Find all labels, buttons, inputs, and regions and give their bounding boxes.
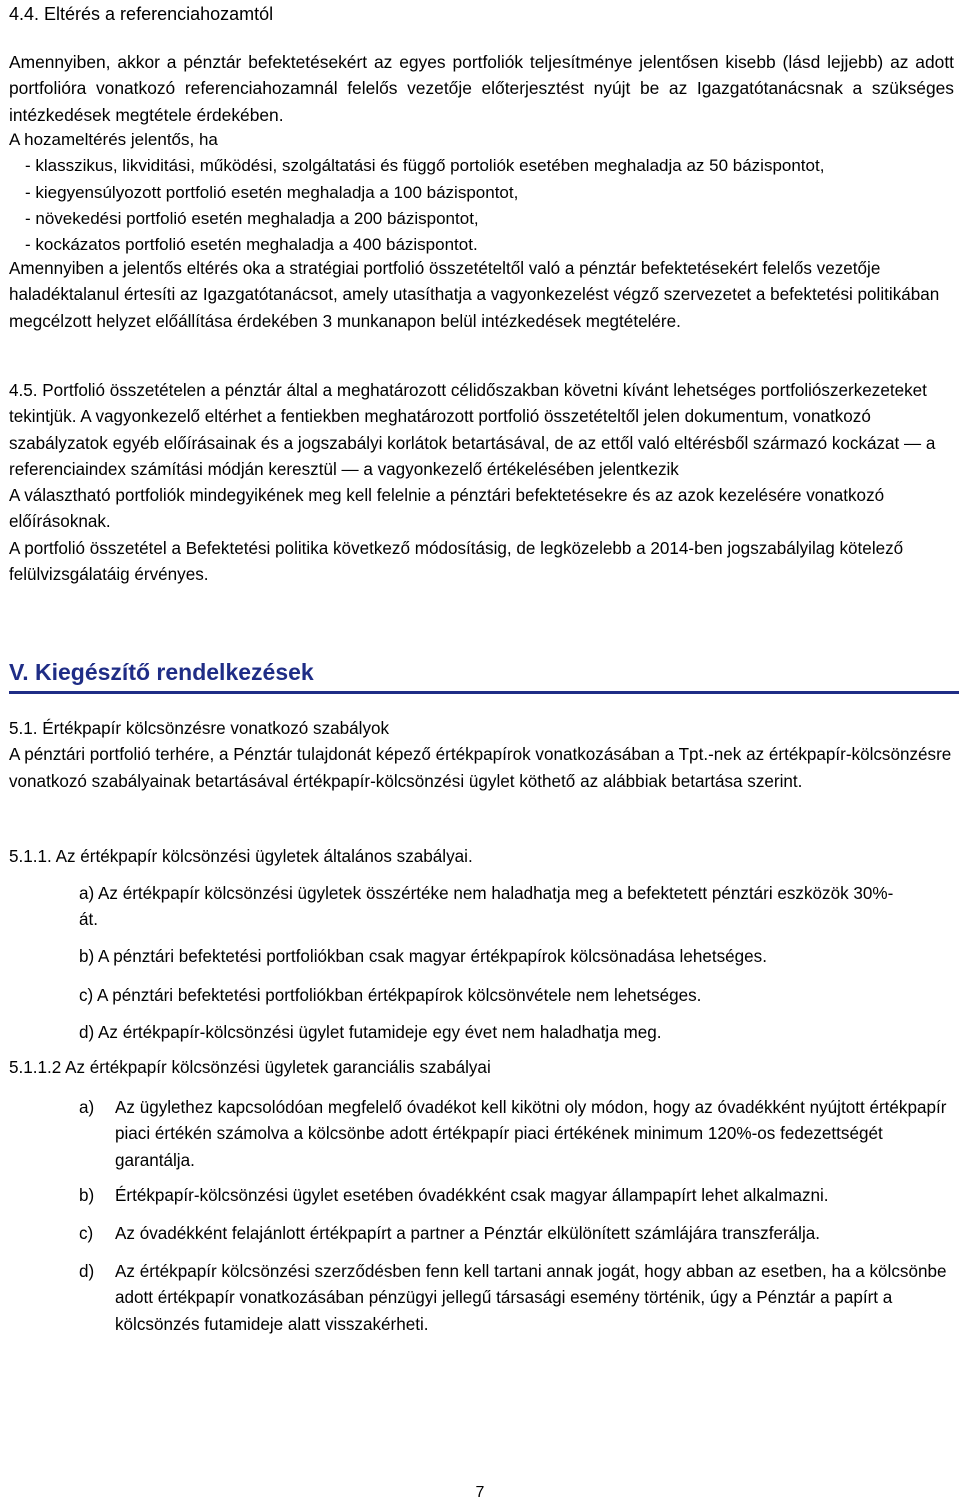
portfolio-composition-block — [9, 378, 954, 588]
paragraph-deviation-action: Amennyiben a jelentős eltérés oka a stratégiai portfolió összetételtől való a pénztár befektetésekért felelős vezetője haladéktalanul értesíti az Igazgatótanácsot, amely utasíthatja a vagyonkezelést végző szervezetet a befektetési politikában megcélzott helyzet előállítása érdekében 3 munkanapon belül intézkedések megtételére. — [9, 259, 940, 331]
item-text: Az óvadékként felajánlott értékpapírt a partner a Pénztár elkülönített számlájára transzferálja. — [115, 1224, 821, 1243]
paragraph-referencia-intro: Amennyiben, akkor a pénztár befektetésekért az egyes portfoliók teljesítménye jelentősen kisebb (lásd lejjebb) az adott portfolióra vonatkozó referenciahozamnál felelős vezetője előterjesztést nyújt be az Igazgatótanácsnak a szükséges intézkedések megtétele érdekében. — [9, 52, 954, 125]
section-title: 4.4. Eltérés a referenciahozamtól — [9, 4, 274, 24]
guarantee-rule-item — [79, 1095, 959, 1174]
securities-lending-intro — [9, 716, 954, 795]
general-rule-item: b) A pénztári befektetési portfoliókban csak magyar értékpapírok kölcsönadása lehetséges. — [79, 947, 767, 966]
item-text: Értékpapír-kölcsönzési ügylet esetében óvadékként csak magyar állampapírt lehet alkalmazni. — [115, 1186, 829, 1205]
threshold-item: - kiegyensúlyozott portfolió esetén meghaladja a 100 bázispontot, — [25, 182, 519, 202]
threshold-intro: A hozameltérés jelentős, ha — [9, 130, 218, 149]
guarantee-rule-item — [79, 1259, 959, 1338]
item-label: a) — [79, 1098, 95, 1117]
chapter-heading: V. Kiegészítő rendelkezések — [9, 655, 959, 694]
threshold-item: - klasszikus, likviditási, működési, szolgáltatási és függő portoliók esetében meghaladja az 50 bázispontot, — [25, 156, 825, 176]
threshold-block — [9, 127, 954, 258]
threshold-item: - kockázatos portfolió esetén meghaladja a 400 bázispontot. — [25, 235, 478, 255]
paragraph-portfolio-composition: 4.5. Portfolió összetételen a pénztár által a meghatározott célidőszakban követni kívánt lehetséges portfoliószerkezeteket tekintjük. A vagyonkezelő eltérhet a fentiekben meghatározott portfolió összetételtől jelen dokumentum, vonatkozó szabályzatok egyéb előírásainak és a jogszabályi korlátok betartásával, de az ettől való eltérésből származó kockázat — a referenciaindex számítási módján keresztül — a vagyonkezelő értékelésében jelentkezik — [9, 381, 936, 479]
item-text: Az értékpapír kölcsönzési szerződésben fenn kell tartani annak jogát, hogy abban az esetben, ha a kölcsönbe adott értékpapír vonatkozásában pénzügyi jellegű társasági esemény történik, úgy a Pénztár a papírt a kölcsönzés futamideje alatt visszakérheti. — [115, 1262, 947, 1334]
threshold-item: - növekedési portfolió esetén meghaladja a 200 bázispontot, — [25, 208, 479, 228]
item-text: Az ügylethez kapcsolódóan megfelelő óvadékot kell kikötni oly módon, hogy az óvadékként nyújtott értékpapír piaci értékén számolva a kölcsönbe adott értékpapír piaci értékének minimum 120%-os fedezettségét garantálja. — [115, 1098, 947, 1170]
general-rule-item: a) Az értékpapír kölcsönzési ügyletek összértéke nem haladhatja meg a befektetett pénztári eszközök 30%-át. — [79, 884, 894, 930]
item-label: c) — [79, 1224, 94, 1243]
page-number: 7 — [475, 1484, 485, 1501]
general-rule-item: d) Az értékpapír-kölcsönzési ügylet futamideje egy évet nem haladhatja meg. — [79, 1023, 662, 1042]
general-rules-title: 5.1.1. Az értékpapír kölcsönzési ügyletek általános szabályai. — [9, 847, 473, 866]
paragraph-portfolio-validity: A portfolió összetétel a Befektetési politika következő módosításig, de legközelebb a 2014-ben jogszabályilag kötelező felülvizsgálatáig érvényes. — [9, 538, 904, 585]
guarantee-rule-item — [79, 1221, 959, 1247]
item-label: d) — [79, 1262, 95, 1281]
subsection-body: A pénztári portfolió terhére, a Pénztár tulajdonát képező értékpapírok vonatkozásában a Tpt.-nek az értékpapír-kölcsönzésre vonatkozó szabályainak betartásával értékpapír-kölcsönzési ügylet köthető az alábbiak betartása szerint. — [9, 745, 952, 791]
subsection-title: 5.1. Értékpapír kölcsönzésre vonatkozó szabályok — [9, 719, 390, 738]
guarantee-rules-title: 5.1.1.2 Az értékpapír kölcsönzési ügyletek garanciális szabályai — [9, 1058, 491, 1077]
paragraph-portfolio-requirements: A választható portfoliók mindegyikének meg kell felelnie a pénztári befektetésekre és az azok kezelésére vonatkozó előírásoknak. — [9, 486, 885, 532]
general-rule-item: c) A pénztári befektetési portfoliókban értékpapírok kölcsönvétele nem lehetséges. — [79, 986, 702, 1005]
item-label: b) — [79, 1186, 95, 1205]
guarantee-rule-item — [79, 1183, 959, 1209]
